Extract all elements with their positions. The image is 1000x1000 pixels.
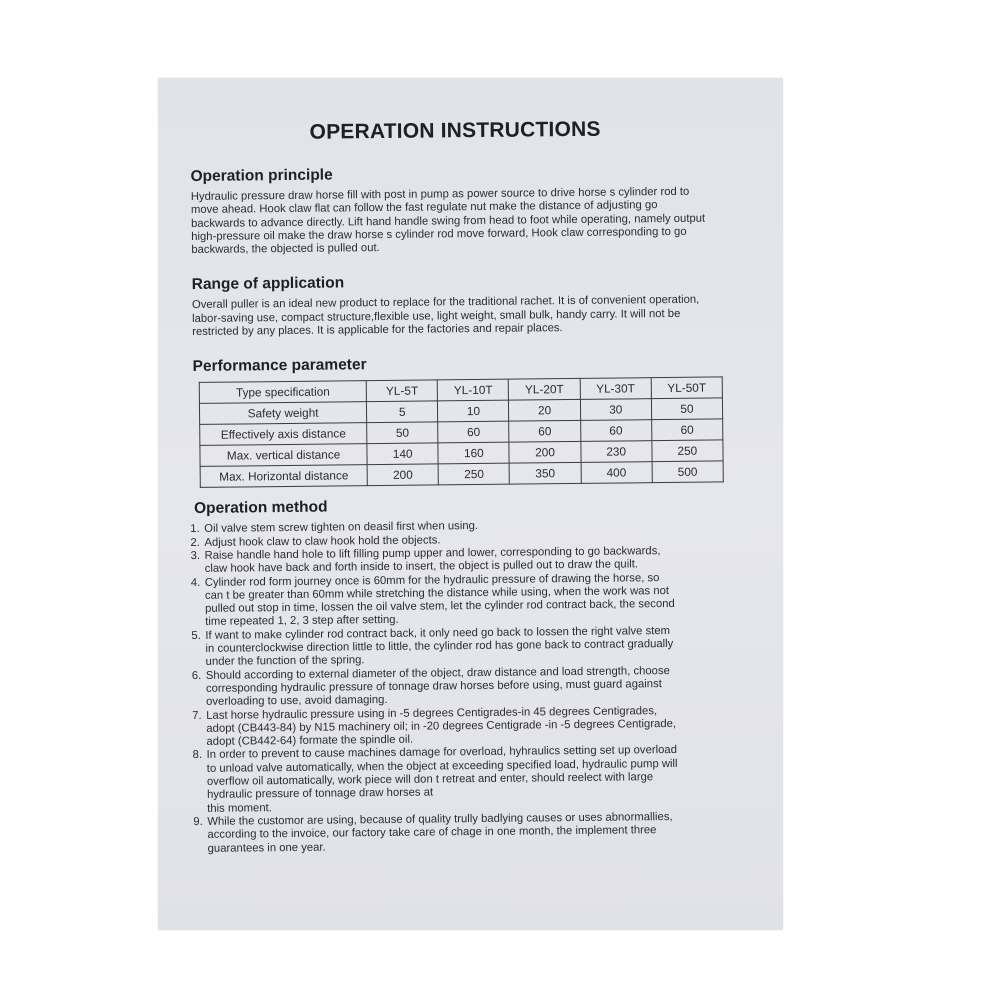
item-number: 5.	[191, 629, 201, 642]
table-cell: YL-20T	[509, 379, 580, 401]
item-number: 6.	[191, 669, 202, 682]
table-cell: 200	[509, 442, 580, 464]
item-line: Adjust hook claw to claw hook hold the objects.	[204, 534, 441, 549]
table-cell: 350	[510, 463, 581, 485]
list-item	[192, 744, 728, 816]
table-cell: 10	[438, 401, 509, 423]
performance-heading: Performance parameter	[192, 356, 367, 376]
item-line: under the function of the spring.	[205, 654, 365, 669]
list-item	[191, 664, 726, 709]
list-item	[192, 704, 726, 749]
item-line: Last horse hydraulic pressure using in -5 degrees Centigrades-in 45 degrees Centigrades,	[206, 704, 658, 722]
instruction-sheet	[158, 78, 783, 930]
table-cell: 60	[580, 420, 651, 442]
principle-line: move ahead. Hook claw flat can follow the fast regulate nut make the distance of adjusting go	[190, 199, 658, 217]
table-cell: YL-50T	[651, 377, 722, 399]
document-title: OPERATION INSTRUCTIONS	[309, 117, 601, 144]
item-line: claw hook have back and forth inside to insert, the object is pulled out to draw the quilt.	[204, 558, 639, 576]
item-number: 8.	[192, 749, 203, 762]
table-cell: 60	[651, 419, 722, 441]
range-line: Overall puller is an ideal new product to replace for the traditional rachet. It is of convenient operation,	[191, 294, 700, 312]
item-line: pulled out stop in time, lossen the oil valve stem, let the cylinder rod contract back, the second	[205, 598, 675, 616]
table-cell: 250	[652, 440, 723, 462]
table-cell: 140	[367, 443, 438, 465]
item-number: 4.	[190, 576, 201, 589]
principle-line: Hydraulic pressure draw horse fill with post in pump as power source to drive horse s cylinder rod to	[190, 185, 690, 203]
principle-line: backwards to advance directly. Lift hand handle swing from head to foot while operating, namely output	[191, 212, 706, 230]
item-number: 2.	[190, 536, 200, 549]
item-line: to unload valve automatically, when the object at exceeding specified load, hydraulic pump will	[206, 757, 678, 775]
item-line: this moment.	[207, 801, 272, 815]
item-line: While the customor are using, because of quality trully badlying causes or uses abnormallies,	[207, 810, 673, 828]
table-cell: 200	[367, 464, 438, 486]
item-line: adopt (CB443-84) by N15 machinery oil; in -20 degrees Centigrade -in -5 degrees Centigrade,	[206, 717, 677, 735]
item-line: Raise handle hand hole to lift filling pump upper and lower, corresponding to go backwards,	[204, 545, 661, 562]
item-line: In order to prevent to cause machines damage for overload, hyhraulics setting set up overload	[206, 744, 678, 762]
item-line: in counterclockwise direction little to little, the cylinder rod has gone back to contract gradually	[205, 638, 674, 655]
range-line: labor-saving use, compact structure,flexible use, light weight, small bulk, handy carry. It will not be	[191, 307, 681, 325]
item-number: 1.	[190, 523, 200, 536]
table-cell: YL-10T	[438, 380, 509, 402]
row-label: Safety weight	[199, 402, 366, 425]
range-line: restricted by any places. It is applicable for the factories and repair places.	[192, 322, 563, 339]
list-item	[191, 624, 725, 669]
principle-paragraph	[191, 185, 722, 257]
table-cell: 250	[438, 464, 509, 486]
item-line: If want to make cylinder rod contract back, it only need go back to lossen the right valve stem	[205, 624, 671, 642]
item-line: overflow oil automatically, work piece will don t retreat and enter, should reelect with large	[206, 771, 654, 788]
principle-heading: Operation principle	[190, 166, 333, 185]
item-number: 3.	[190, 549, 201, 562]
table-cell: 5	[367, 401, 438, 423]
list-item	[193, 810, 727, 855]
table-cell: 50	[367, 422, 438, 444]
row-label: Max. vertical distance	[200, 444, 367, 467]
item-line: corresponding hydraulic pressure of tonnage draw horses before using, must guard against	[205, 678, 662, 695]
table-cell: 60	[438, 422, 509, 444]
table-cell: 30	[580, 399, 651, 421]
item-number: 9.	[193, 815, 203, 828]
item-number: 7.	[192, 709, 202, 722]
performance-table	[199, 377, 724, 488]
method-list	[190, 518, 727, 856]
item-line: time repeated 1, 2, 3 step after setting.	[205, 614, 399, 629]
row-label: Effectively axis distance	[200, 423, 367, 446]
row-label: Type specification	[199, 381, 366, 404]
table-cell: 20	[509, 400, 580, 422]
range-paragraph	[192, 294, 722, 339]
item-line: Cylinder rod form journey once is 60mm for the hydraulic pressure of drawing the horse, so	[204, 571, 660, 589]
table-cell: 60	[509, 421, 580, 443]
row-label: Max. Horizontal distance	[200, 465, 367, 488]
sheet-content	[190, 116, 728, 855]
table-cell: 230	[580, 441, 651, 463]
item-line: Should according to external diameter of the object, draw distance and load strength, choose	[205, 664, 670, 682]
table-cell: 160	[438, 443, 509, 465]
item-line: can t be greater than 60mm while stretching the distance while using, when the work was not	[204, 584, 670, 602]
table-cell: 500	[652, 461, 723, 483]
item-line: hydraulic pressure of tonnage draw horses at	[206, 786, 434, 802]
table-row	[200, 461, 723, 487]
table-cell: 400	[581, 462, 652, 484]
method-heading: Operation method	[193, 498, 328, 518]
item-line: adopt (CB442-64) formate the spindle oil.	[206, 733, 414, 748]
range-heading: Range of application	[191, 274, 345, 294]
item-line: guarantees in one year.	[207, 841, 326, 855]
principle-line: backwards, the objected is pulled out.	[191, 242, 380, 257]
table-cell: YL-30T	[580, 378, 651, 400]
item-line: Oil valve stem screw tighten on deasil first when using.	[204, 520, 479, 536]
item-line: overloading to use, avoid damaging.	[206, 694, 388, 709]
item-line: according to the invoice, our factory take care of chage in one month, the implement three	[207, 824, 657, 842]
table-cell: 50	[651, 398, 722, 420]
table-cell: YL-5T	[366, 380, 437, 402]
list-item	[190, 571, 726, 630]
principle-line: high-pressure oil make the draw horse s cylinder rod move forward, Hook claw corresponding to go	[191, 225, 687, 243]
